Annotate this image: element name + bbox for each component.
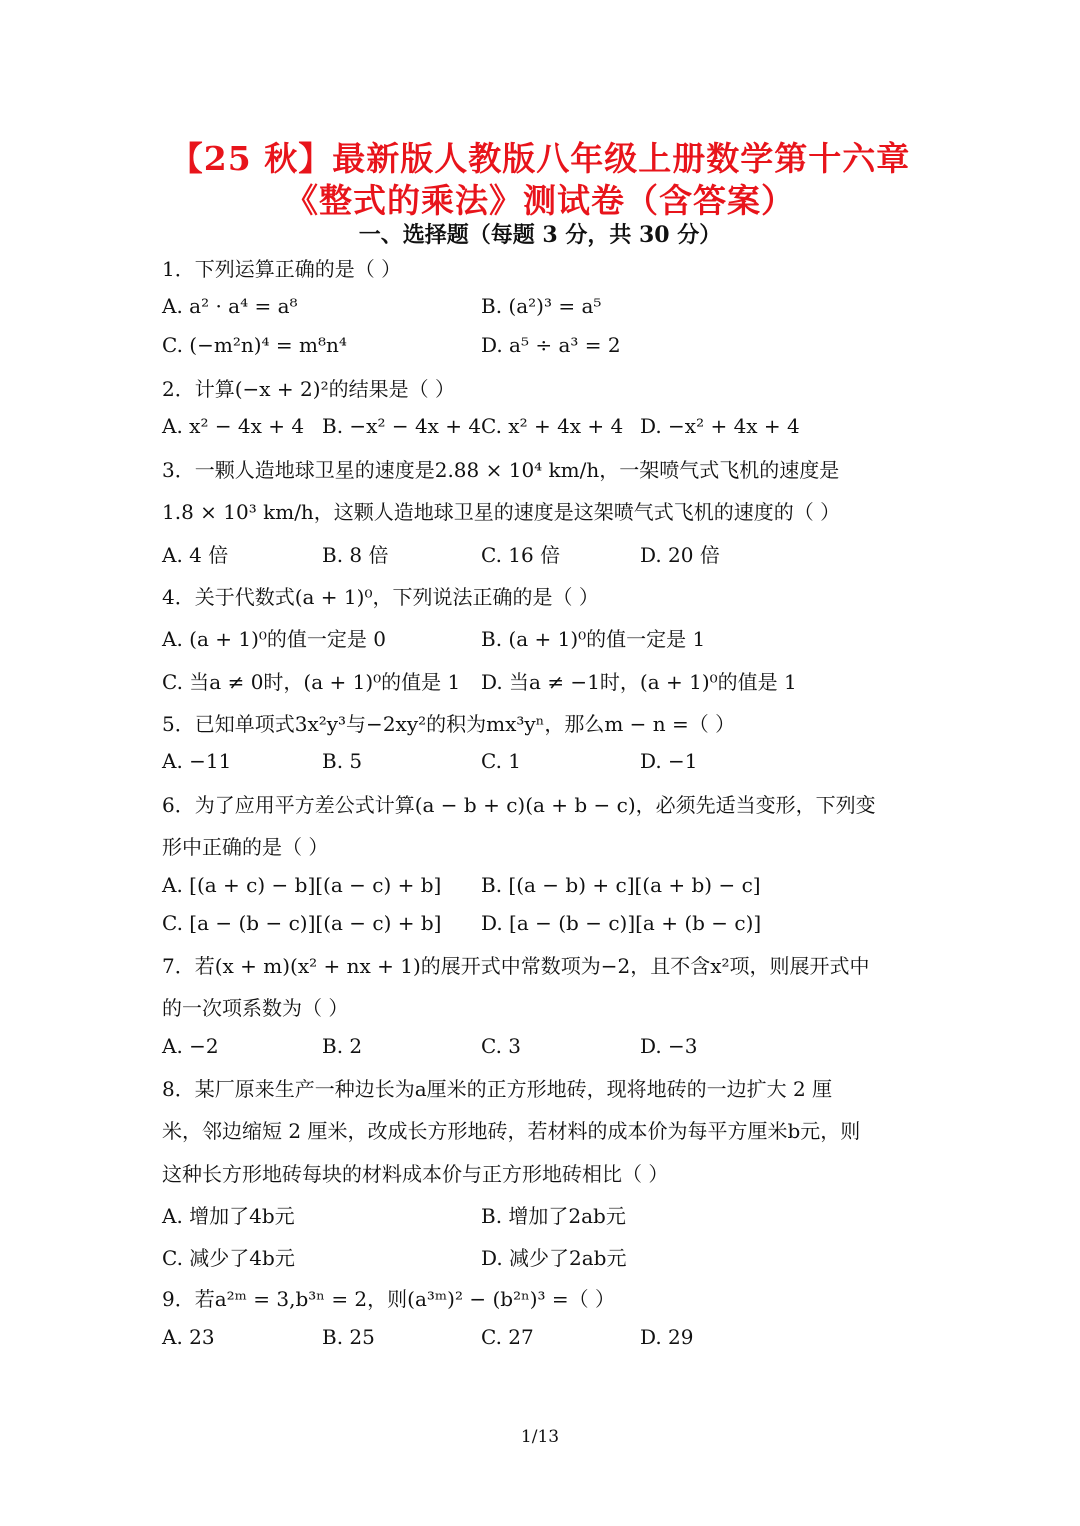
question-1-option-c: C. (−m²n)⁴ = m⁸n⁴ xyxy=(162,333,347,357)
question-9-option-b: B. 25 xyxy=(322,1325,375,1349)
question-4-option-d: D. 当a ≠ −1时，(a + 1)⁰的值是 1 xyxy=(481,670,797,694)
question-1-option-b: B. (a²)³ = a⁵ xyxy=(481,294,602,318)
question-7-option-c: C. 3 xyxy=(481,1034,522,1058)
question-8-text-2: 米，邻边缩短 2 厘米，改成长方形地砖，若材料的成本价为每平方厘米b元，则 xyxy=(162,1119,861,1143)
question-6-option-d: D. [a − (b − c)][a + (b − c)] xyxy=(481,911,762,935)
question-4-option-a: A. (a + 1)⁰的值一定是 0 xyxy=(162,627,386,651)
question-7-option-d: D. −3 xyxy=(640,1034,698,1058)
question-9-option-d: D. 29 xyxy=(640,1325,694,1349)
question-7-option-a: A. −2 xyxy=(162,1034,219,1058)
question-6-option-b: B. [(a − b) + c][(a + b) − c] xyxy=(481,873,761,897)
question-2-text: 2．计算(−x + 2)²的结果是（ ） xyxy=(162,377,455,401)
question-3-option-d: D. 20 倍 xyxy=(640,543,720,567)
question-5-option-d: D. −1 xyxy=(640,749,698,773)
question-8-option-a: A. 增加了4b元 xyxy=(162,1204,295,1228)
question-2-option-b: B. −x² − 4x + 4 xyxy=(322,414,482,438)
question-1-text: 1．下列运算正确的是（ ） xyxy=(162,257,402,281)
question-6-text-1: 6．为了应用平方差公式计算(a − b + c)(a + b − c)，必须先适当变形，下列变 xyxy=(162,793,876,817)
question-6-text-2: 形中正确的是（ ） xyxy=(162,835,329,859)
question-6-option-a: A. [(a + c) − b][(a − c) + b] xyxy=(162,873,442,897)
question-1-option-a: A. a² · a⁴ = a⁸ xyxy=(162,294,298,318)
question-9-option-c: C. 27 xyxy=(481,1325,534,1349)
question-9-option-a: A. 23 xyxy=(162,1325,215,1349)
question-3-text-2: 1.8 × 10³ km/h，这颗人造地球卫星的速度是这架喷气式飞机的速度的（ ） xyxy=(162,500,841,524)
document-title-line1: 【25 秋】最新版人教版八年级上册数学第十六章 xyxy=(169,139,911,178)
question-5-option-a: A. −11 xyxy=(162,749,232,773)
question-9-text: 9．若a²ᵐ = 3,b³ⁿ = 2，则(a³ᵐ)² − (b²ⁿ)³ =（ ） xyxy=(162,1287,616,1311)
question-7-text-2: 的一次项系数为（ ） xyxy=(162,996,349,1020)
question-8-option-c: C. 减少了4b元 xyxy=(162,1246,295,1270)
question-5-option-c: C. 1 xyxy=(481,749,522,773)
document-title-line2: 《整式的乘法》测试卷（含答案） xyxy=(285,181,795,220)
question-1-option-d: D. a⁵ ÷ a³ = 2 xyxy=(481,333,621,357)
question-4-text: 4．关于代数式(a + 1)⁰，下列说法正确的是（ ） xyxy=(162,585,599,609)
question-2-option-c: C. x² + 4x + 4 xyxy=(481,414,624,438)
question-7-option-b: B. 2 xyxy=(322,1034,363,1058)
question-3-option-a: A. 4 倍 xyxy=(162,543,229,567)
question-3-option-c: C. 16 倍 xyxy=(481,543,561,567)
question-3-text-1: 3．一颗人造地球卫星的速度是2.88 × 10⁴ km/h，一架喷气式飞机的速度是 xyxy=(162,458,840,482)
page-number: 1/13 xyxy=(520,1427,560,1447)
question-7-text-1: 7．若(x + m)(x² + nx + 1)的展开式中常数项为−2，且不含x²项，则展开式中 xyxy=(162,954,870,978)
question-8-text-1: 8．某厂原来生产一种边长为a厘米的正方形地砖，现将地砖的一边扩大 2 厘 xyxy=(162,1077,833,1101)
question-8-option-b: B. 增加了2ab元 xyxy=(481,1204,626,1228)
question-2-option-a: A. x² − 4x + 4 xyxy=(162,414,305,438)
question-8-option-d: D. 减少了2ab元 xyxy=(481,1246,627,1270)
question-4-option-c: C. 当a ≠ 0时，(a + 1)⁰的值是 1 xyxy=(162,670,461,694)
question-8-text-3: 这种长方形地砖每块的材料成本价与正方形地砖相比（ ） xyxy=(162,1162,669,1186)
question-4-option-b: B. (a + 1)⁰的值一定是 1 xyxy=(481,627,706,651)
question-2-option-d: D. −x² + 4x + 4 xyxy=(640,414,800,438)
question-3-option-b: B. 8 倍 xyxy=(322,543,389,567)
question-6-option-c: C. [a − (b − c)][(a − c) + b] xyxy=(162,911,442,935)
question-5-text: 5．已知单项式3x²y³与−2xy²的积为mx³yⁿ，那么m − n =（ ） xyxy=(162,712,736,736)
section-heading: 一、选择题（每题 3 分，共 30 分） xyxy=(358,222,722,248)
question-5-option-b: B. 5 xyxy=(322,749,363,773)
